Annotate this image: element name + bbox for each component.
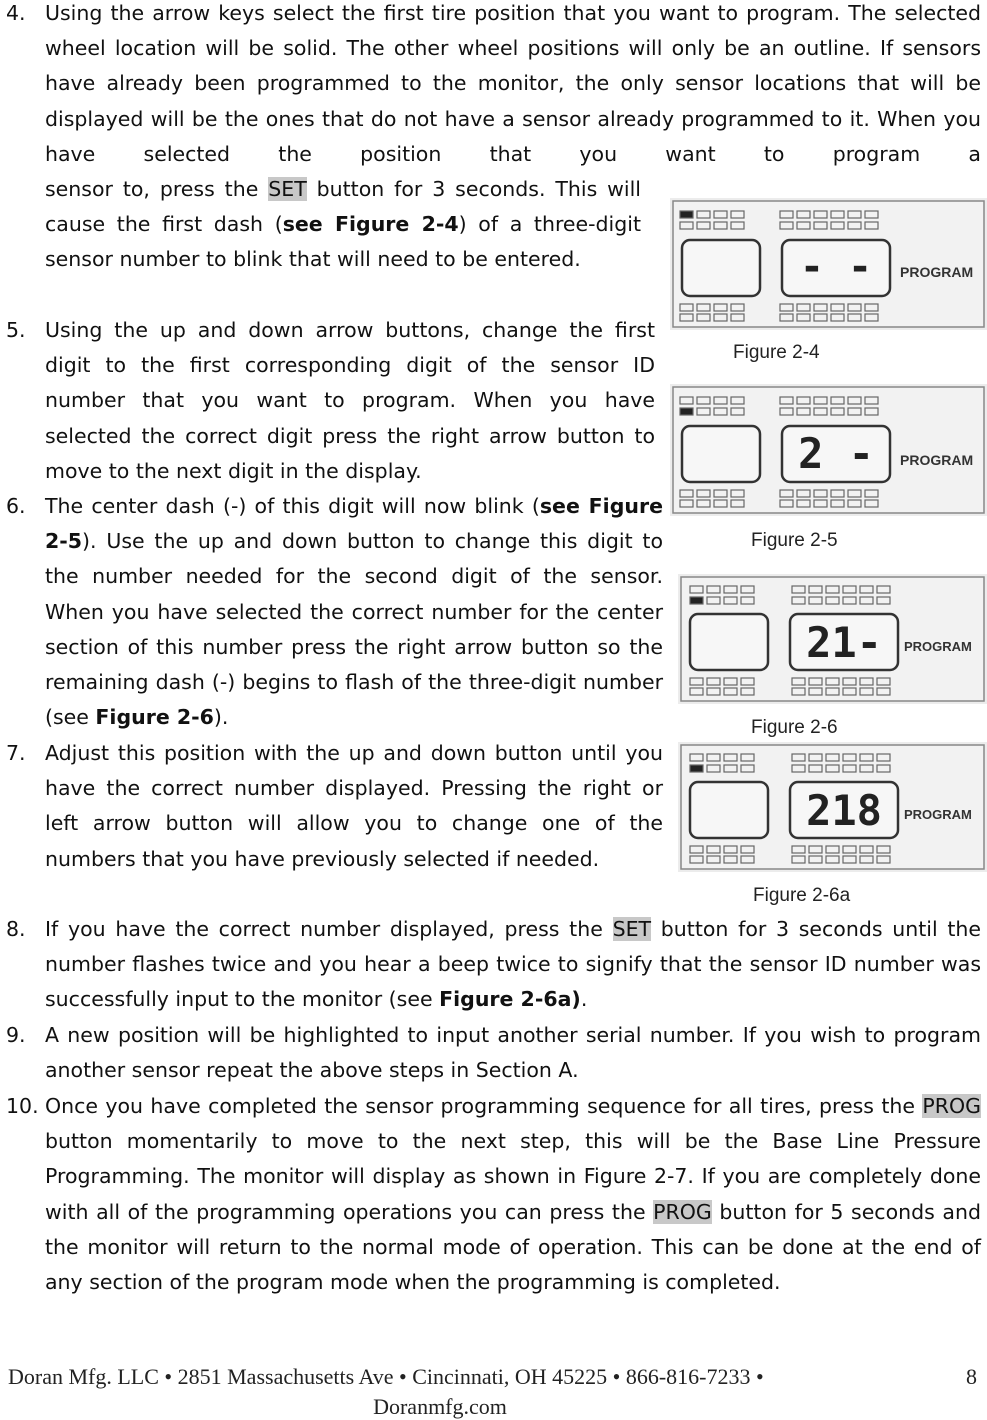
figure-2-6a-display bbox=[678, 742, 987, 872]
sensor-digits: 218 bbox=[806, 786, 882, 835]
step-number: 5. bbox=[6, 318, 26, 342]
figure-caption: Figure 2-4 bbox=[733, 342, 820, 363]
tire-outline-box bbox=[690, 614, 768, 670]
program-label: PROGRAM bbox=[900, 264, 974, 280]
prog-button-label: PROG bbox=[653, 1199, 712, 1224]
program-label: PROGRAM bbox=[904, 807, 972, 822]
prog-button-label: PROG bbox=[922, 1094, 981, 1118]
step-number: 6. bbox=[6, 494, 26, 518]
step-text: Using the up and down arrow buttons, change the first digit to the first corresponding digit of the sensor ID number that you want to program. When you have selected the correct digit press the right arrow button to move to the next digit in the display. bbox=[45, 318, 655, 483]
figure-reference: see Figure 2-5 bbox=[45, 494, 663, 554]
sensor-digits: 2 - bbox=[798, 429, 874, 478]
figure-2-4-display bbox=[670, 198, 987, 330]
step-number: 8. bbox=[6, 917, 26, 941]
footer-website: Doranmfg.com bbox=[373, 1394, 507, 1419]
sensor-digits: 21- bbox=[806, 618, 882, 667]
step-text: If you have the correct number displayed, press the SET button for 3 seconds until the number flashes twice and you hear a beep twice to signify that the sensor ID number was successfully input to the monitor (see Figure 2-6a). bbox=[45, 917, 981, 1012]
sensor-digits: - - bbox=[799, 244, 873, 290]
figure-caption: Figure 2-5 bbox=[751, 530, 838, 551]
lcd-display-svg bbox=[678, 742, 987, 872]
step-number: 9. bbox=[6, 1023, 26, 1047]
step-number: 10. bbox=[6, 1094, 39, 1118]
step-text: Once you have completed the sensor programming sequence for all tires, press the PROG button momentarily to move to the next step, this will be the Base Line Pressure Programming. The monitor will display as shown in Figure 2-7. If you are completely done with all of the programming operations you can press the PROG button for 5 seconds and the monitor will return to the normal mode of operation. This can be done at the end of any section of the program mode when the programming is completed. bbox=[45, 1094, 981, 1295]
figure-caption: Figure 2-6a bbox=[753, 885, 851, 906]
page-number: 8 bbox=[966, 1364, 977, 1389]
footer-address: Doran Mfg. LLC • 2851 Massachusetts Ave • Cincinnati, OH 45225 • 866-816-7233 • bbox=[8, 1364, 764, 1389]
step-number: 7. bbox=[6, 741, 26, 765]
figure-reference: Figure 2-6 bbox=[95, 705, 214, 730]
program-label: PROGRAM bbox=[904, 639, 972, 654]
lcd-display-svg bbox=[678, 574, 987, 704]
step-text: Using the arrow keys select the first tire position that you want to program. The selected wheel location will be solid. The other wheel positions will only be an outline. If sensors have already been programmed to the monitor, the only sensor locations that will be displayed will be the ones that do not have a sensor already programmed to it. When you have selected the position that you want to program a bbox=[45, 1, 981, 166]
step-number: 4. bbox=[6, 1, 26, 25]
set-button-label: SET bbox=[612, 917, 652, 941]
tire-outline-box bbox=[682, 240, 760, 296]
lcd-display-svg bbox=[670, 198, 987, 330]
step-text: A new position will be highlighted to input another serial number. If you wish to program another sensor repeat the above steps in Section A. bbox=[45, 1023, 981, 1083]
figure-reference: Figure 2-6a) bbox=[439, 987, 581, 1012]
figure-2-5-display bbox=[670, 384, 987, 516]
set-button-label: SET bbox=[268, 177, 307, 201]
step-text: The center dash (-) of this digit will now blink (see Figure 2-5). Use the up and down button to change this digit to the number needed for the second digit of the sensor. When you have selected the correct number for the center section of this number press the right arrow button so the remaining dash (-) begins to flash of the three-digit number (see Figure 2-6). bbox=[45, 494, 663, 730]
tire-outline-box bbox=[682, 426, 760, 482]
lcd-display-svg bbox=[670, 384, 987, 516]
step-text: Adjust this position with the up and down button until you have the correct number displayed. Pressing the right or left arrow button will allow you to change one of the numbers that you have previously selected if needed. bbox=[45, 741, 663, 871]
step-text: sensor to, press the SET button for 3 seconds. This will cause the first dash (see Figure 2-4) of a three-digit sensor number to blink that will need to be entered. bbox=[45, 177, 641, 272]
tire-outline-box bbox=[690, 782, 768, 838]
program-label: PROGRAM bbox=[900, 452, 974, 468]
figure-reference: see Figure 2-4 bbox=[282, 212, 459, 237]
figure-2-6-display bbox=[678, 574, 987, 704]
figure-caption: Figure 2-6 bbox=[751, 717, 838, 738]
